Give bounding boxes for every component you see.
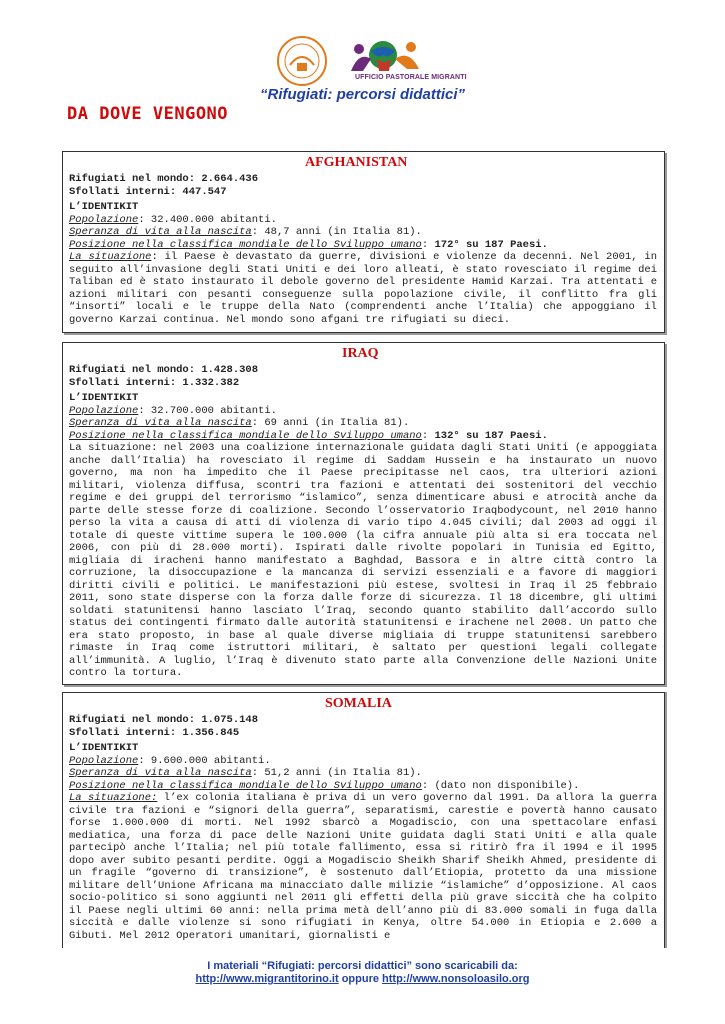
population-label: Popolazione [69,754,139,767]
population-value: : 32.700.000 abitanti. [138,404,277,417]
logo-caption: UFFICIO PASTORALE MIGRANTI [355,74,467,81]
life-expectancy-label: Speranza di vita alla nascita [69,417,252,429]
life-expectancy-value: : 48,7 anni (in Italia 81). [251,226,422,238]
hdi-rank-value: : (dato non disponibile). [421,779,580,792]
hdi-rank-value: 132° su 187 Paesi. [434,429,548,442]
hdi-rank-value: 172° su 187 Paesi. [434,238,548,251]
footer-note: I materiali “Rifugiati: percorsi didattici” sono scaricabili da: [207,960,518,972]
population-value: : 9.600.000 abitanti. [138,754,271,767]
displaced-count: Sfollati interni: 1.332.382 [69,376,240,389]
situation-text: l’ex colonia italiana è priva di un vero governo dal 1991. Da allora la guerra civile tra fazioni e “signori della guerra”, separatismi, carestie e povertà hanno causato forse 1.000.000 di morti. Nel 1992 sbarcò a Mogadiscio, con una spettacolare enfasi mediatica, una forza di pace delle Nazioni Unite guidata dagli Stati Uniti e alla quale partecipò anche l’Italia; nel più totale fallimento, essa si ritirò fra il 1994 e il 1995 dopo aver subito pesanti perdite. Oggi a Mogadiscio Sheikh Sharif Sheikh Ahmed, presidente di un fragile “governo di transizione”, è sostenuto dall’Etiopia, protetto da una missione militare dell’Unione Africana ma minacciato dalle milizie “islamiche” d’opposizione. Al caos socio-politico si sono aggiunti nel 2011 gli effetti della più grave siccità che ha colpito il Paese negli ultimi 60 anni: nella prima metà dell’anno più di 83.000 somali in fuga dalla siccità e dalle violenze si sono rifugiati in Kenya, oltre 54.000 in Etiopia e 2.600 a Gibuti. Mel 2012 Operatori umanitari, giornalisti e [69,792,657,942]
footer-link-nonsoloasilo[interactable]: http://www.nonsoloasilo.org [382,973,530,985]
refugees-count: Rifugiati nel mondo: 1.428.308 [69,364,259,376]
country-heading: SOMALIA [325,696,392,711]
situation-text: : nel 2003 una coalizione internazionale guidata dagli Stati Uniti (e appoggiata anche dall’Italia) ha rovesciato il regime di Saddam Hussein e ha instaurato un nuovo governo, ma non ha impedito che il Paese precipitasse nel caos, tra ulteriori azioni militari, violenza diffusa, scontri tra fazioni e attentati dei sostenitori del vecchio regime e dei gruppi del terrorismo “islamico”, senza dimenticare abusi e atrocità anche da parte delle stesse forze di coalizione. Secondo l’osservatorio Iraqbodycount, nel 2010 hanno perso la vita a causa di atti di violenza di vario tipo 4.045 civili; dal 2003 ad oggi il totale di queste vittime supera le 100.000 (la cifra annuale più alta si era toccata nel 2006, con più di 28.000 morti). Ispirati dalle rivolte popolari in Tunisia ed Egitto, migliaia di iracheni hanno manifestato a Baghdad, Bassora e in altre città contro la corruzione, la disoccupazione e la mancanza di servizi essenziali e a favore di maggiori diritti civili e politici. Le manifestazioni più estese, svoltesi in Iraq il 25 febbraio 2011, sono state disperse con la forza dalle forze di sicurezza. Il 18 dicembre, gli ultimi soldati statunitensi hanno lasciato l’Iraq, secondo quanto stabilito dall’accordo sullo status dei contingenti firmato dalle autorità statunitensi e irachene nel 2008. Un patto che era stato proposto, in base al quale diverse migliaia di truppe statunitensi sarebbero rimaste in Iraq come istruttori militari, è saltato per questioni legali collegate all’immunità. A luglio, l’Iraq è divenuto stato parte alla Convenzione delle Nazioni Unite contro la tortura. [69,442,657,679]
country-heading: AFGHANISTAN [305,155,408,170]
identikit-heading: L’IDENTIKIT [69,392,139,404]
country-content: Rifugiati nel mondo: 1.428.308 Sfollati interni: 1.332.382 L’IDENTIKIT Popolazione: 32.700.000 abitanti. Speranza di vita alla nascita: 69 anni (in Italia 81). Posizione nella classifica mondiale dello Sviluppo umano: 132° su 187 Paesi. La situazione: nel 2003 una coalizione internazionale guidata dagli Stati Uniti (e appoggiata anche dall’Italia) ha rovesciato il regime di Saddam Hussein e ha instaurato un nuovo governo, ma non ha impedito che il Paese precipitasse nel caos, tra ulteriori azioni militari, violenza diffusa, scontri tra fazioni e attentati dei sostenitori del vecchio regime e dei gruppi del terrorismo “islamico”, senza dimenticare abusi e atrocità anche da parte delle stesse forze di coalizione. Secondo l’osservatorio Iraqbodycount, nel 2010 hanno perso la vita a causa di atti di violenza di vario tipo 4.045 civili; dal 2003 ad oggi il totale di queste vittime supera le 100.000 (la cifra annuale più alta si era toccata nel 2006, con più di 28.000 morti). Ispirati dalle rivolte popolari in Tunisia ed Egitto, migliaia di iracheni hanno manifestato a Baghdad, Bassora e in altre città contro la corruzione, la disoccupazione e la mancanza di servizi essenziali e a favore di maggiori diritti civili e politici. Le manifestazioni più estese, svoltesi in Iraq il 25 febbraio 2011, sono state disperse con la forza dalle forze di sicurezza. Il 18 dicembre, gli ultimi soldati statunitensi hanno lasciato l’Iraq, secondo quanto stabilito dall’accordo sullo status dei contingenti firmato dalle autorità statunitensi e irachene nel 2008. Un patto che era stato proposto, in base al quale diverse migliaia di truppe statunitensi sarebbero rimaste in Iraq come istruttori militari, è saltato per questioni legali collegate all’immunità. A luglio, l’Iraq è divenuto stato parte alla Convenzione delle Nazioni Unite contro la tortura. [69,364,657,679]
hdi-rank-label: Posizione nella classifica mondiale dello Sviluppo umano [69,429,422,442]
footer-separator: oppure [338,973,383,985]
situation-label: La situazione [69,442,152,454]
population-label: Popolazione [69,404,139,417]
identikit-heading: L’IDENTIKIT [69,201,139,213]
country-content [69,714,657,942]
country-box-afghanistan [62,151,665,333]
series-title: “Rifugiati: percorsi didattici” [259,86,466,103]
country-box-iraq [62,342,665,685]
displaced-count: Sfollati interni: 1.356.845 [69,726,240,739]
life-expectancy-value: : 51,2 anni (in Italia 81). [251,767,422,779]
situation-text: : il Paese è devastato da guerre, divisioni e violenze da decenni. Nel 2001, in seguito all’invasione degli Stati Uniti e dei loro alleati, è stato rovesciato il regime dei Taliban ed è stato instaurato il debole governo del presidente Hamid Karzai. Tra attentati e azioni militari con pesanti conseguenze sulla popolazione civile, il conflitto fra gli “insorti” locali e le truppe della Nato (comprendenti anche l’Italia) che appoggiano il governo Karzai continua. Nel mondo sono afgani tre rifugiati su dieci. [69,251,657,326]
population-value: : 32.400.000 abitanti. [138,213,277,226]
identikit-heading: L’IDENTIKIT [69,742,139,754]
situation-label: La situazione: [69,792,158,804]
footer [0,960,725,986]
displaced-count: Sfollati interni: 447.547 [69,185,227,198]
hdi-rank-label: Posizione nella classifica mondiale dello Sviluppo umano [69,779,422,792]
life-expectancy-value: : 69 anni (in Italia 81). [251,417,410,429]
nonsoloasilo-logo [276,35,328,87]
refugees-count: Rifugiati nel mondo: 2.664.436 [69,173,259,185]
life-expectancy-label: Speranza di vita alla nascita [69,226,252,238]
population-label: Popolazione [69,213,139,226]
country-box-somalia [62,692,665,948]
life-expectancy-label: Speranza di vita alla nascita [69,767,252,779]
country-heading: IRAQ [342,346,379,361]
refugees-count: Rifugiati nel mondo: 1.075.148 [69,714,259,726]
country-content: Rifugiati nel mondo: 2.664.436 Sfollati interni: 447.547 L’IDENTIKIT Popolazione: 32.400.000 abitanti. Speranza di vita alla nascita: 48,7 anni (in Italia 81). Posizione nella classifica mondiale dello Sviluppo umano: 172° su 187 Paesi. La situazione: il Paese è devastato da guerre, divisioni e violenze da decenni. Nel 2001, in seguito all’invasione degli Stati Uniti e dei loro alleati, è stato rovesciato il regime dei Taliban ed è stato instaurato il debole governo del presidente Hamid Karzai. Tra attentati e azioni militari con pesanti conseguenze sulla popolazione civile, il conflitto fra gli “insorti” locali e le truppe della Nato (comprendenti anche l’Italia) che appoggiano il governo Karzai continua. Nel mondo sono afgani tre rifugiati su dieci. [69,173,657,326]
situation-label: La situazione [69,251,152,263]
footer-link-migrantitorino[interactable]: http://www.migrantitorino.it [195,973,339,985]
hdi-rank-label: Posizione nella classifica mondiale dello Sviluppo umano [69,238,422,251]
page-title: DA DOVE VENGONO [67,104,229,124]
